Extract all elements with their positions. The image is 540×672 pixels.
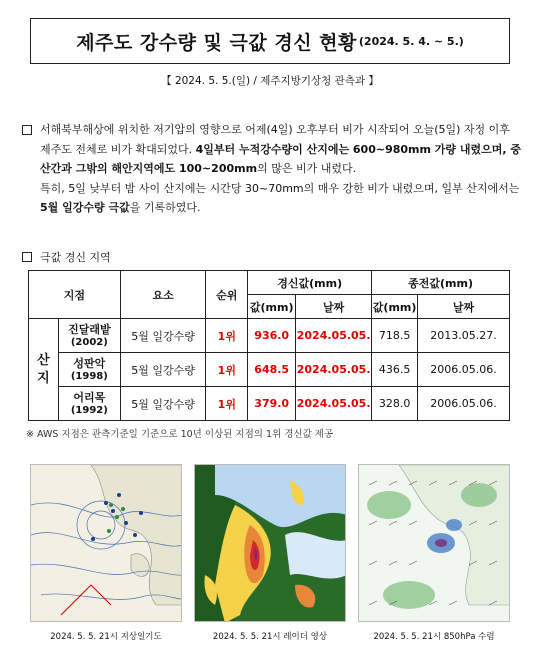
figure-row xyxy=(30,464,510,624)
rank-cell: 1위 xyxy=(206,319,248,353)
caption-surface-map: 2024. 5. 5. 21시 지상일기도 xyxy=(50,632,162,642)
new-value-cell: 936.0 xyxy=(248,319,296,353)
record-table xyxy=(28,270,510,421)
header-new-value: 경신값(mm) xyxy=(248,271,372,295)
header-station: 지점 xyxy=(29,271,121,319)
header-prev-val: 값(mm) xyxy=(372,295,418,319)
new-date-cell: 2024.05.05. xyxy=(296,353,372,387)
station-cell: 진달래밭 (2002) xyxy=(58,319,120,353)
square-bullet-icon xyxy=(22,125,32,135)
rank-cell: 1위 xyxy=(206,387,248,421)
convergence-map-image xyxy=(358,464,510,622)
table-row xyxy=(29,387,510,421)
caption-radar: 2024. 5. 5. 21시 레이더 영상 xyxy=(212,632,328,642)
table-row xyxy=(29,353,510,387)
prev-date-cell: 2013.05.27. xyxy=(418,319,510,353)
new-value-cell: 379.0 xyxy=(248,387,296,421)
square-bullet-icon xyxy=(22,252,32,262)
prev-value-cell: 436.5 xyxy=(372,353,418,387)
new-date-cell: 2024.05.05. xyxy=(296,387,372,421)
dateline: 【 2024. 5. 5.(일) / 제주지방기상청 관측과 】 xyxy=(161,75,379,87)
summary-line-2: 특히, 5일 낮부터 밤 사이 산지에는 시간당 30~70mm의 매우 강한 비가 내렸으며, 일부 산지에서는 5월 일강수량 극값을 기록하였다. xyxy=(40,181,520,214)
header-prev-date: 날짜 xyxy=(418,295,510,319)
region-cell: 산 지 xyxy=(29,319,59,421)
summary-paragraph xyxy=(22,120,522,218)
radar-image xyxy=(194,464,346,622)
surface-weather-map-image xyxy=(30,464,182,622)
prev-date-cell: 2006.05.06. xyxy=(418,353,510,387)
prev-date-cell: 2006.05.06. xyxy=(418,387,510,421)
header-new-val: 값(mm) xyxy=(248,295,296,319)
header-new-date: 날짜 xyxy=(296,295,372,319)
table-row xyxy=(29,319,510,353)
prev-value-cell: 328.0 xyxy=(372,387,418,421)
station-cell: 어리목 (1992) xyxy=(58,387,120,421)
header-element: 요소 xyxy=(120,271,206,319)
element-cell: 5월 일강수량 xyxy=(120,353,206,387)
header-rank: 순위 xyxy=(206,271,248,319)
summary-highlight-1: 4일부터 누적강수량이 산지에는 600~980mm 가량 내렸으며, 중산간과 그밖의 해안지역에도 100~200mm xyxy=(40,142,522,175)
summary-line-1: 서해북부해상에 위치한 저기압의 영향으로 어제(4일) 오후부터 비가 시작되어 오늘(5일) 자정 이후 제주도 전체로 비가 확대되었다. 4일부터 누적강수량이 산지에는 600~980mm 가량 내렸으며, 중산간과 그밖의 해안지역에도 100~200mm의 많은 비가 내렸다. xyxy=(40,123,522,175)
title-box xyxy=(30,18,510,64)
page-title: 제주도 강수량 및 극값 경신 현황 xyxy=(76,31,357,54)
footnote: ※ AWS 지점은 관측기준일 기준으로 10년 이상된 지점의 1위 경신값 제공 xyxy=(26,429,334,440)
header-prev-value: 종전값(mm) xyxy=(372,271,510,295)
new-value-cell: 648.5 xyxy=(248,353,296,387)
prev-value-cell: 718.5 xyxy=(372,319,418,353)
caption-convergence: 2024. 5. 5. 21시 850hPa 수렴 xyxy=(373,632,495,642)
element-cell: 5월 일강수량 xyxy=(120,387,206,421)
rank-cell: 1위 xyxy=(206,353,248,387)
summary-highlight-2: 5월 일강수량 극값 xyxy=(40,201,130,214)
station-cell: 성판악 (1998) xyxy=(58,353,120,387)
page-title-period: (2024. 5. 4. ~ 5.) xyxy=(358,34,464,48)
section-title: 극값 경신 지역 xyxy=(22,249,111,265)
new-date-cell: 2024.05.05. xyxy=(296,319,372,353)
element-cell: 5월 일강수량 xyxy=(120,319,206,353)
